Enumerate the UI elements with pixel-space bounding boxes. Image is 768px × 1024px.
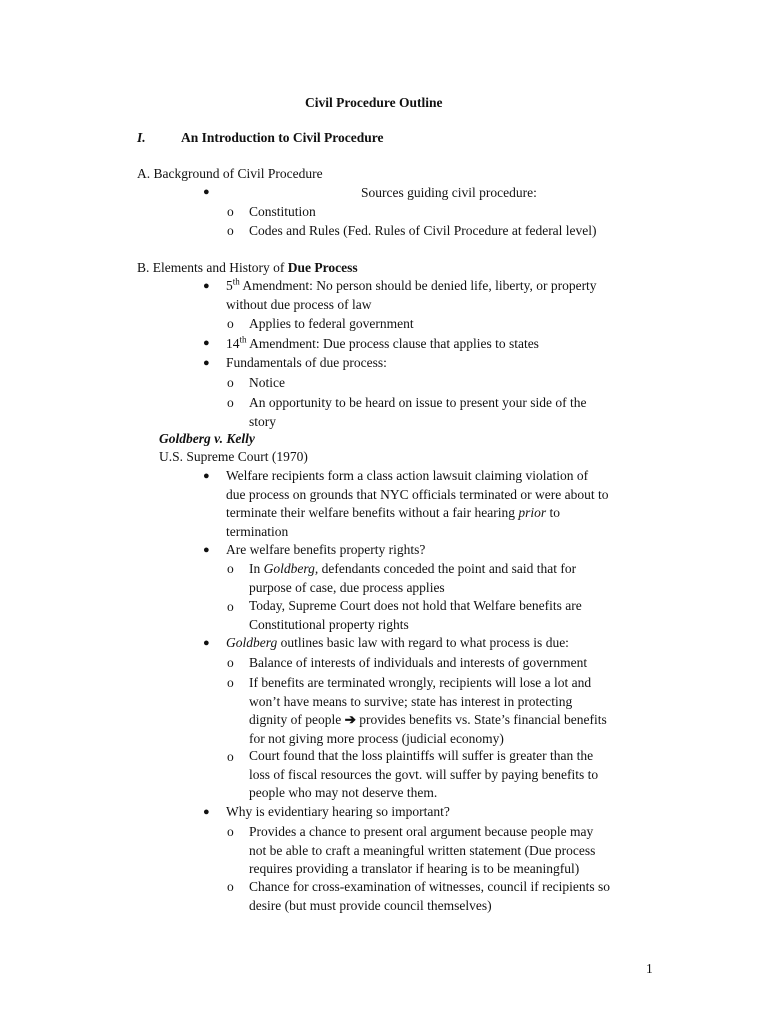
sub-notice: Notice [249, 375, 285, 390]
circle-bullet-icon: o [227, 395, 234, 410]
sub-goldberg-conceded: In Goldberg, defendants conceded the point and said that for purpose of case, due process applies [249, 561, 577, 595]
document-title: Civil Procedure Outline [305, 95, 443, 110]
bullet-goldberg-outlines: Goldberg outlines basic law with regard to what process is due: [226, 635, 569, 650]
circle-bullet-icon: o [227, 749, 234, 764]
bullet-icon: ● [203, 357, 210, 369]
arrow-right-icon: ➔ [344, 712, 356, 727]
circle-bullet-icon: o [227, 824, 234, 839]
case-court: U.S. Supreme Court (1970) [159, 449, 308, 464]
sub-constitution: Constitution [249, 204, 316, 219]
bullet-welfare-lawsuit: Welfare recipients form a class action lawsuit claiming violation of due process on grounds that NYC officials terminated or were about to terminate their welfare benefits without a fair hearing prior to termination [226, 468, 609, 539]
part-b-heading [137, 260, 358, 276]
page-number: 1 [646, 961, 653, 976]
part-a-heading: A. Background of Civil Procedure [137, 166, 323, 181]
bullet-fifth-amendment: 5th Amendment: No person should be denied life, liberty, or property without due process of law [226, 276, 597, 312]
sub-opportunity-heard: An opportunity to be heard on issue to present your side of the story [249, 395, 587, 429]
sub-court-found: Court found that the loss plaintiffs will suffer is greater than the loss of fiscal resources the govt. will suffer by paying benefits to people who may not deserve them. [249, 748, 599, 800]
circle-bullet-icon: o [227, 879, 234, 894]
section-heading: An Introduction to Civil Procedure [181, 130, 384, 145]
circle-bullet-icon: o [227, 675, 234, 690]
circle-bullet-icon: o [227, 655, 234, 670]
circle-bullet-icon: o [227, 316, 234, 331]
bullet-property-rights: Are welfare benefits property rights? [226, 542, 426, 557]
bullet-fourteenth-amendment: 14th Amendment: Due process clause that applies to states [226, 334, 539, 351]
case-name: Goldberg v. Kelly [159, 431, 255, 446]
sub-today-supreme-court: Today, Supreme Court does not hold that Welfare benefits are Constitutional property rights [249, 598, 582, 632]
sub-codes-rules: Codes and Rules (Fed. Rules of Civil Procedure at federal level) [249, 223, 597, 238]
bullet-icon: ● [203, 544, 210, 556]
bullet-icon: ● [203, 186, 210, 198]
bullet-evidentiary-hearing: Why is evidentiary hearing so important? [226, 804, 450, 819]
sub-federal-gov: Applies to federal government [249, 316, 414, 331]
section-numeral: I. [137, 130, 146, 145]
circle-bullet-icon: o [227, 599, 234, 614]
bullet-fundamentals: Fundamentals of due process: [226, 355, 387, 370]
circle-bullet-icon: o [227, 223, 234, 238]
sub-cross-examination: Chance for cross-examination of witnesses, council if recipients so desire (but must provide council themselves) [249, 879, 611, 913]
part-b-heading-text: B. Elements and History of [137, 260, 288, 275]
sub-oral-argument: Provides a chance to present oral argument because people may not be able to craft a meaningful written statement (Due process requires providing a translator if hearing is to be meaningful) [249, 824, 596, 876]
circle-bullet-icon: o [227, 561, 234, 576]
bullet-icon: ● [203, 280, 210, 292]
bullet-sources: Sources guiding civil procedure: [361, 185, 537, 200]
bullet-icon: ● [203, 637, 210, 649]
bullet-icon: ● [203, 337, 210, 349]
circle-bullet-icon: o [227, 375, 234, 390]
sub-balance-interests: Balance of interests of individuals and interests of government [249, 655, 588, 670]
circle-bullet-icon: o [227, 204, 234, 219]
bullet-icon: ● [203, 806, 210, 818]
part-b-heading-bold: Due Process [287, 260, 358, 275]
sub-benefits-terminated: If benefits are terminated wrongly, recipients will lose a lot and won’t have means to survive; state has interest in protecting dignity of people ➔ provides benefits vs. State’s financial benefits for not giving more process (judicial economy) [249, 675, 607, 746]
bullet-icon: ● [203, 470, 210, 482]
